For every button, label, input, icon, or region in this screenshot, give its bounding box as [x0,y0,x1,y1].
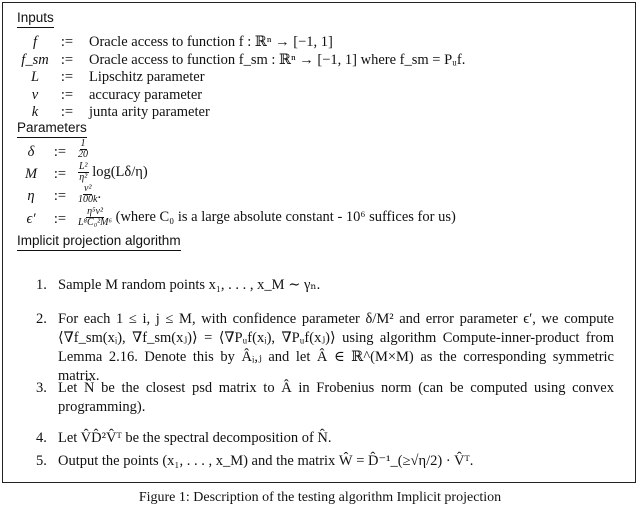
algorithm-step [36,276,614,295]
fraction [78,184,97,205]
step-text: Output the points (x₁, . . . , x_M) and the matrix Ŵ = D̂⁻¹_(≥√η/2) · V̂ᵀ. [58,453,474,469]
inputs-heading: Inputs [17,10,54,28]
denominator: 100k [78,194,98,205]
step-number: 2. [36,311,47,327]
step-number: 5. [36,453,47,469]
denominator: L⁸C₀²M⁶ [78,217,112,228]
assign-op: := [53,188,67,204]
step-number: 3. [36,380,47,396]
figure-caption: Figure 1: Description of the testing algorithm Implicit projection [138,490,502,505]
numerator: 1 [80,138,86,149]
assign-op: := [60,87,74,103]
numerator: η⁵ν² [87,206,103,217]
algorithm-step [36,310,614,386]
parameter-symbol: δ [27,144,35,160]
input-symbol: ν [31,87,39,103]
parameter-symbol: M [24,166,38,182]
fraction [78,139,88,160]
assign-op: := [53,211,67,227]
parameters-heading: Parameters [17,120,87,138]
assign-op: := [53,144,67,160]
algorithm-heading: Implicit projection algorithm [17,233,181,251]
input-description: Oracle access to function f_sm : ℝⁿ → [−1, 1] where f_sm = Pᵤf. [89,52,466,68]
fraction [78,162,89,183]
parameter-symbol: ϵ′ [26,211,36,227]
step-number: 4. [36,430,47,446]
input-description: accuracy parameter [89,87,203,103]
parameter-value [78,184,101,205]
input-symbol: L [30,69,40,85]
step-number: 1. [36,277,47,293]
step-text: Let V̂D̂²V̂ᵀ be the spectral decomposition of N̂. [58,430,332,446]
parameter-value [78,207,456,228]
numerator: ν² [84,183,92,194]
input-description: junta arity parameter [89,104,210,120]
denominator: 20 [78,149,88,160]
input-description: Oracle access to function f : ℝⁿ → [−1, 1] [89,34,333,50]
assign-op: := [60,34,74,50]
parameter-value [78,162,148,183]
algorithm-step [36,379,614,417]
algorithm-step [36,452,614,471]
denominator: η² [79,172,88,183]
step-text: Sample M random points x₁, . . . , x_M ∼ γₙ. [58,277,321,293]
parameter-value [78,139,88,160]
assign-op: := [60,52,74,68]
step-text: Let N̂ be the closest psd matrix to Â in Frobenius norm (can be computed using convex programming). [58,380,614,415]
numerator: L² [79,161,88,172]
parameter-rest: . [97,185,102,202]
assign-op: := [53,166,67,182]
input-symbol: f [32,34,38,50]
parameter-rest: (where C₀ is a large absolute constant - 10⁶ suffices for us) [115,208,456,225]
assign-op: := [60,104,74,120]
input-symbol: f_sm [21,52,49,68]
algorithm-step [36,429,614,448]
input-symbol: k [31,104,39,120]
step-text: For each 1 ≤ i, j ≤ M, with confidence parameter δ/M² and error parameter ϵ′, we compute ⟨∇f_sm(xᵢ), ∇f_sm(xⱼ)⟩ = ⟨∇Pᵤf(xᵢ), ∇Pᵤf(xⱼ)⟩ using algorithm Compute-inner-product from Lemma 2.16. Denote this by Âᵢ,ⱼ and let Â ∈ ℝ^(M×M) as the corresponding symmetric matrix. [58,311,614,384]
parameter-symbol: η [27,188,35,204]
assign-op: := [60,69,74,85]
fraction [78,207,112,228]
parameter-rest: log(Lδ/η) [92,163,148,180]
input-description: Lipschitz parameter [89,69,205,85]
